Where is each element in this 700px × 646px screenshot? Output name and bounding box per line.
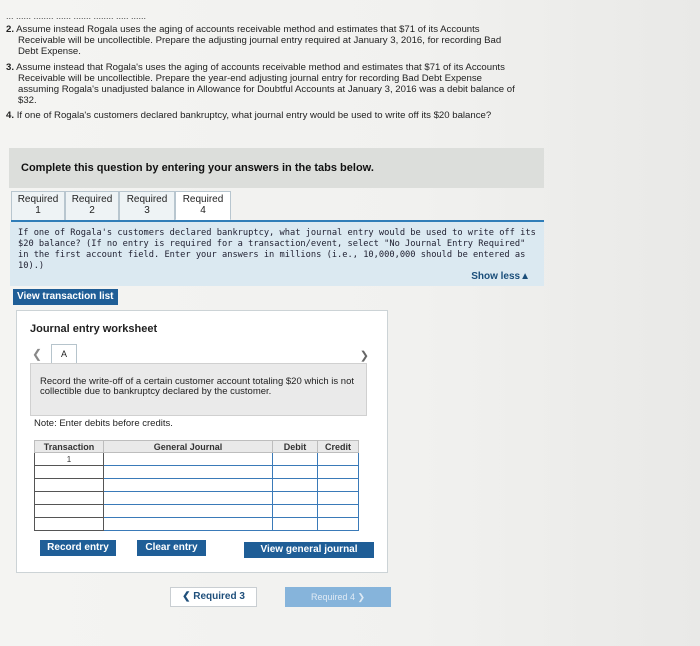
tab-required-1[interactable]: Required 1 (11, 191, 65, 221)
col-general-journal: General Journal (104, 441, 273, 453)
transaction-cell (35, 466, 104, 479)
chevron-left-icon[interactable]: ❮ (32, 347, 43, 361)
table-row (35, 492, 359, 505)
view-transaction-list-button[interactable]: View transaction list (13, 289, 118, 305)
table-row (35, 518, 359, 531)
worksheet-title: Journal entry worksheet (30, 323, 158, 335)
debit-input[interactable] (273, 505, 318, 518)
debit-input[interactable] (273, 466, 318, 479)
view-general-journal-button[interactable]: View general journal (244, 542, 374, 558)
credit-input[interactable] (318, 505, 359, 518)
general-journal-input[interactable] (104, 479, 273, 492)
general-journal-input[interactable] (104, 453, 273, 466)
journal-entry-worksheet (16, 310, 388, 573)
instructions-text: If one of Rogala's customers declared bankruptcy, what journal entry would be used to write off its $20 balance? (If no entry is required for a transaction/event, select "No Journal Entry Required" in the first account field. Enter your answers in millions (i.e., 10,000,000 should be entered as 10).) (18, 228, 536, 271)
prev-required-button[interactable] (170, 587, 257, 607)
chevron-left-icon: ❮ (182, 591, 191, 602)
general-journal-input[interactable] (104, 492, 273, 505)
transaction-cell (35, 505, 104, 518)
journal-table (34, 440, 359, 531)
table-row (35, 466, 359, 479)
clear-entry-button[interactable]: Clear entry (137, 540, 206, 556)
general-journal-input[interactable] (104, 466, 273, 479)
record-entry-button[interactable]: Record entry (40, 540, 116, 556)
credit-input[interactable] (318, 492, 359, 505)
general-journal-input[interactable] (104, 518, 273, 531)
debit-input[interactable] (273, 479, 318, 492)
show-less-link[interactable]: Show less▲ (471, 271, 530, 282)
question-3: 3. Assume instead that Rogala's uses the aging of accounts receivable method and estimates that $71 of its Accounts Receivable will be uncollectible. Prepare the year-end adjusting journal entry for recording Bad Debt Expense assuming Rogala's unadjusted balance in Allowance for Doubtful Accounts at January 3, 2016 was a debit balance of $32. (6, 61, 515, 107)
chevron-right-icon[interactable]: ❯ (359, 350, 369, 362)
prev-required-label: Required 3 (193, 591, 245, 602)
debit-input[interactable] (273, 492, 318, 505)
complete-question-banner: Complete this question by entering your answers in the tabs below. (9, 148, 544, 188)
col-credit: Credit (318, 441, 359, 453)
credit-input[interactable] (318, 453, 359, 466)
instructions-panel (10, 222, 544, 286)
credit-input[interactable] (318, 518, 359, 531)
general-journal-input[interactable] (104, 505, 273, 518)
table-row (35, 479, 359, 492)
debit-credit-note: Note: Enter debits before credits. (34, 418, 173, 429)
tab-required-2[interactable]: Required 2 (65, 191, 119, 221)
tab-entry-a[interactable]: A (51, 344, 77, 364)
transaction-cell (35, 518, 104, 531)
table-row (35, 453, 359, 466)
debit-input[interactable] (273, 453, 318, 466)
col-transaction: Transaction (35, 441, 104, 453)
debit-input[interactable] (273, 518, 318, 531)
cutoff-question: ... ...... ........ ...... ....... ........ ..... ...... (6, 11, 147, 20)
transaction-cell: 1 (35, 453, 104, 466)
question-4: 4. If one of Rogala's customers declared bankruptcy, what journal entry would be used to write off its $20 balance? (6, 110, 492, 122)
question-list (6, 24, 546, 126)
tab-required-3[interactable]: Required 3 (119, 191, 175, 221)
col-debit: Debit (273, 441, 318, 453)
credit-input[interactable] (318, 466, 359, 479)
next-required-label: Required 4 (310, 592, 355, 602)
credit-input[interactable] (318, 479, 359, 492)
entry-description: Record the write-off of a certain customer account totaling $20 which is not collectible due to bankruptcy declared by the customer. (30, 363, 367, 416)
transaction-cell (35, 492, 104, 505)
required-tabs (11, 191, 231, 221)
table-row (35, 505, 359, 518)
transaction-cell (35, 479, 104, 492)
chevron-right-icon: ❯ (357, 592, 366, 602)
tab-required-4[interactable]: Required 4 (175, 191, 231, 221)
next-required-button[interactable] (285, 587, 391, 607)
question-2: 2. Assume instead Rogala uses the aging of accounts receivable method and estimates that $71 of its Accounts Receivable will be uncollectible. Prepare the adjusting journal entry required at January 3, 2016, for recording Bad Debt Expense. (6, 24, 502, 58)
